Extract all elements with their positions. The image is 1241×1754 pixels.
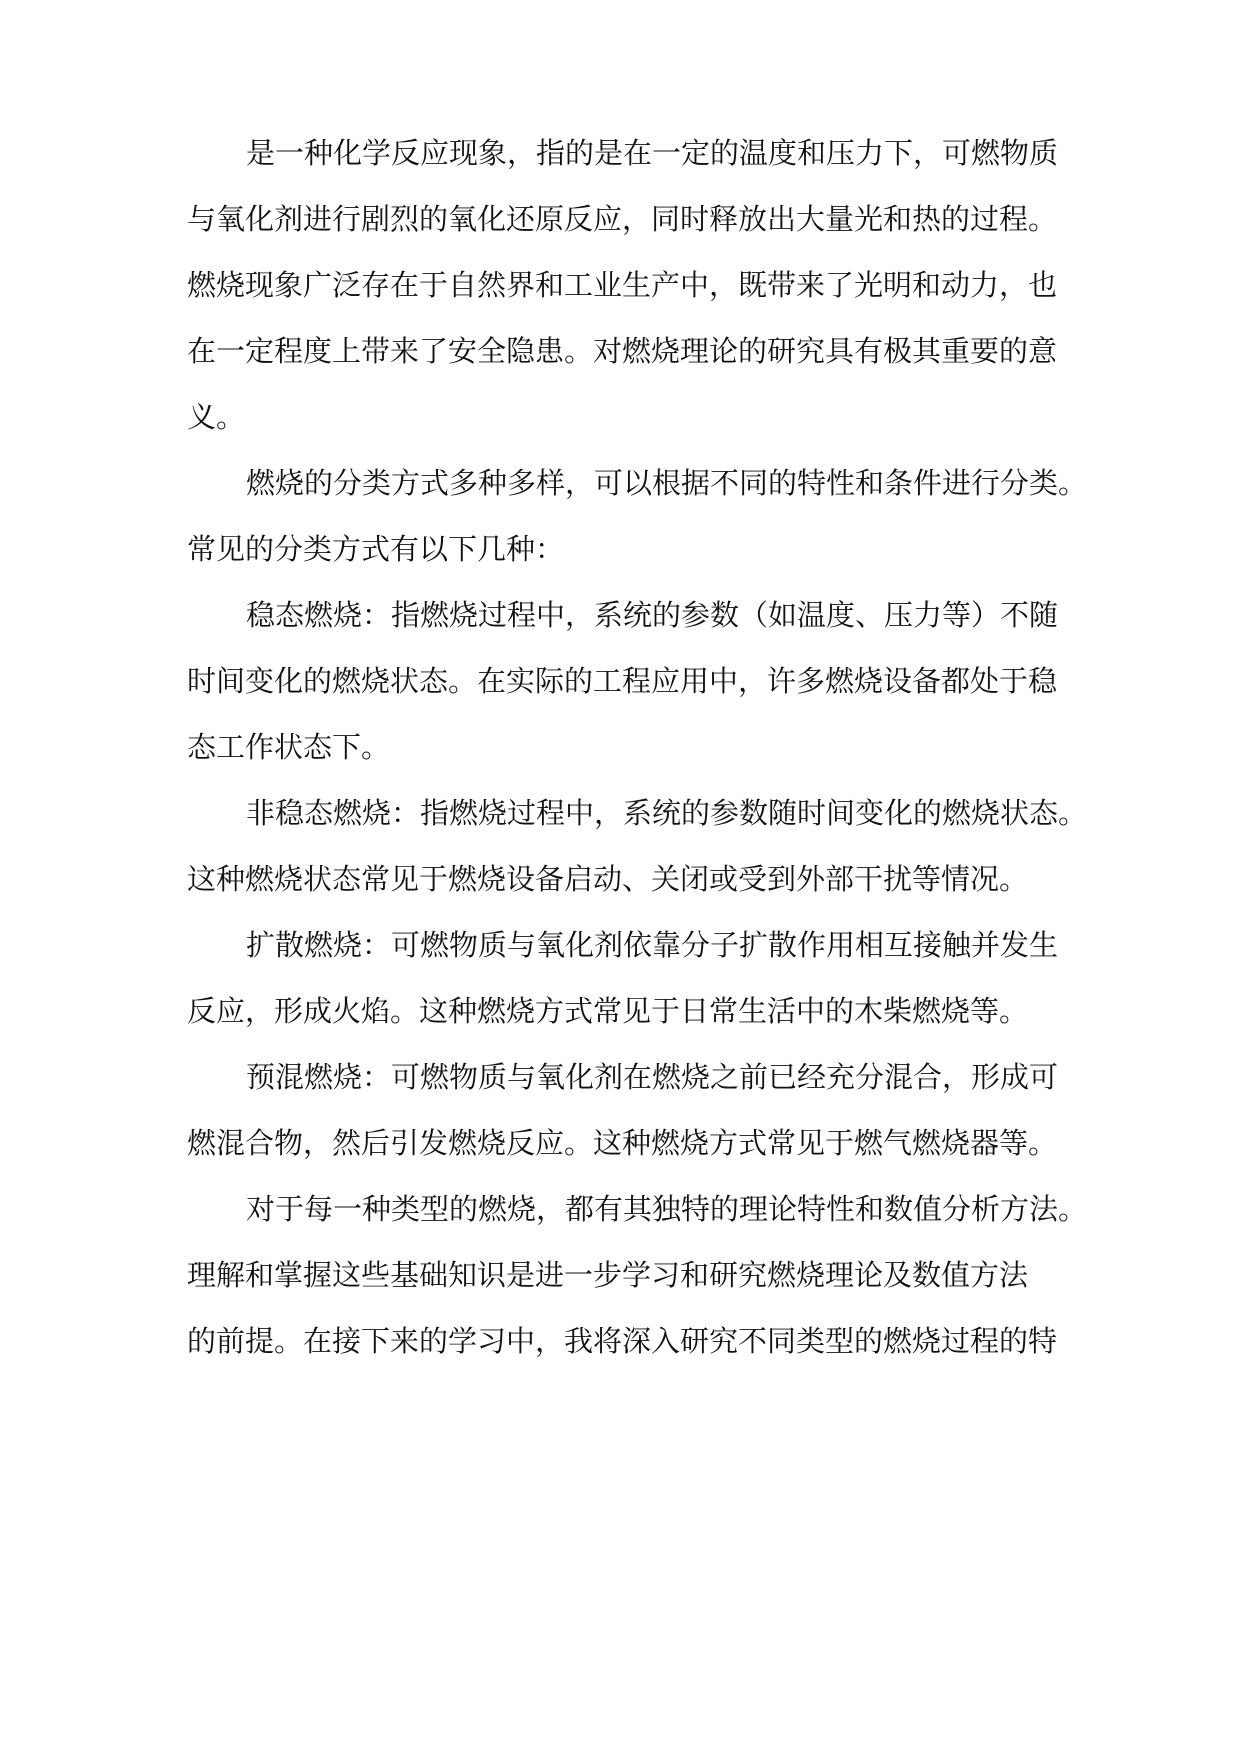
paragraph-6-line-1: 预混燃烧：可燃物质与氧化剂在燃烧之前已经充分混合，形成可 bbox=[246, 1060, 1059, 1094]
paragraph-5-line-2: 反应，形成火焰。这种燃烧方式常见于日常生活中的木柴燃烧等。 bbox=[187, 994, 1029, 1028]
paragraph-2-line-2: 常见的分类方式有以下几种： bbox=[187, 532, 565, 566]
paragraph-3-line-3: 态工作状态下。 bbox=[187, 730, 391, 764]
paragraph-3-line-2: 时间变化的燃烧状态。在实际的工程应用中，许多燃烧设备都处于稳 bbox=[187, 664, 1058, 698]
paragraph-5-line-1: 扩散燃烧：可燃物质与氧化剂依靠分子扩散作用相互接触并发生 bbox=[246, 928, 1059, 962]
paragraph-2-line-1: 燃烧的分类方式多种多样，可以根据不同的特性和条件进行分类。 bbox=[246, 466, 1088, 500]
paragraph-1-line-3: 燃烧现象广泛存在于自然界和工业生产中，既带来了光明和动力，也 bbox=[187, 268, 1058, 302]
paragraph-7-line-1: 对于每一种类型的燃烧，都有其独特的理论特性和数值分析方法。 bbox=[246, 1192, 1088, 1226]
paragraph-6-line-2: 燃混合物，然后引发燃烧反应。这种燃烧方式常见于燃气燃烧器等。 bbox=[187, 1126, 1058, 1160]
paragraph-1-line-5: 义。 bbox=[187, 400, 246, 434]
paragraph-1-line-4: 在一定程度上带来了安全隐患。对燃烧理论的研究具有极其重要的意 bbox=[187, 334, 1058, 368]
paragraph-3-line-1: 稳态燃烧：指燃烧过程中，系统的参数（如温度、压力等）不随 bbox=[246, 598, 1059, 632]
paragraph-4-line-1: 非稳态燃烧：指燃烧过程中，系统的参数随时间变化的燃烧状态。 bbox=[246, 796, 1088, 830]
paragraph-4-line-2: 这种燃烧状态常见于燃烧设备启动、关闭或受到外部干扰等情况。 bbox=[187, 862, 1029, 896]
paragraph-7-line-2: 理解和掌握这些基础知识是进一步学习和研究燃烧理论及数值方法 bbox=[187, 1258, 1029, 1292]
paragraph-1-line-2: 与氧化剂进行剧烈的氧化还原反应，同时释放出大量光和热的过程。 bbox=[187, 202, 1058, 236]
paragraph-7-line-3: 的前提。在接下来的学习中，我将深入研究不同类型的燃烧过程的特 bbox=[187, 1324, 1058, 1358]
paragraph-1-line-1: 是一种化学反应现象，指的是在一定的温度和压力下，可燃物质 bbox=[246, 136, 1059, 170]
